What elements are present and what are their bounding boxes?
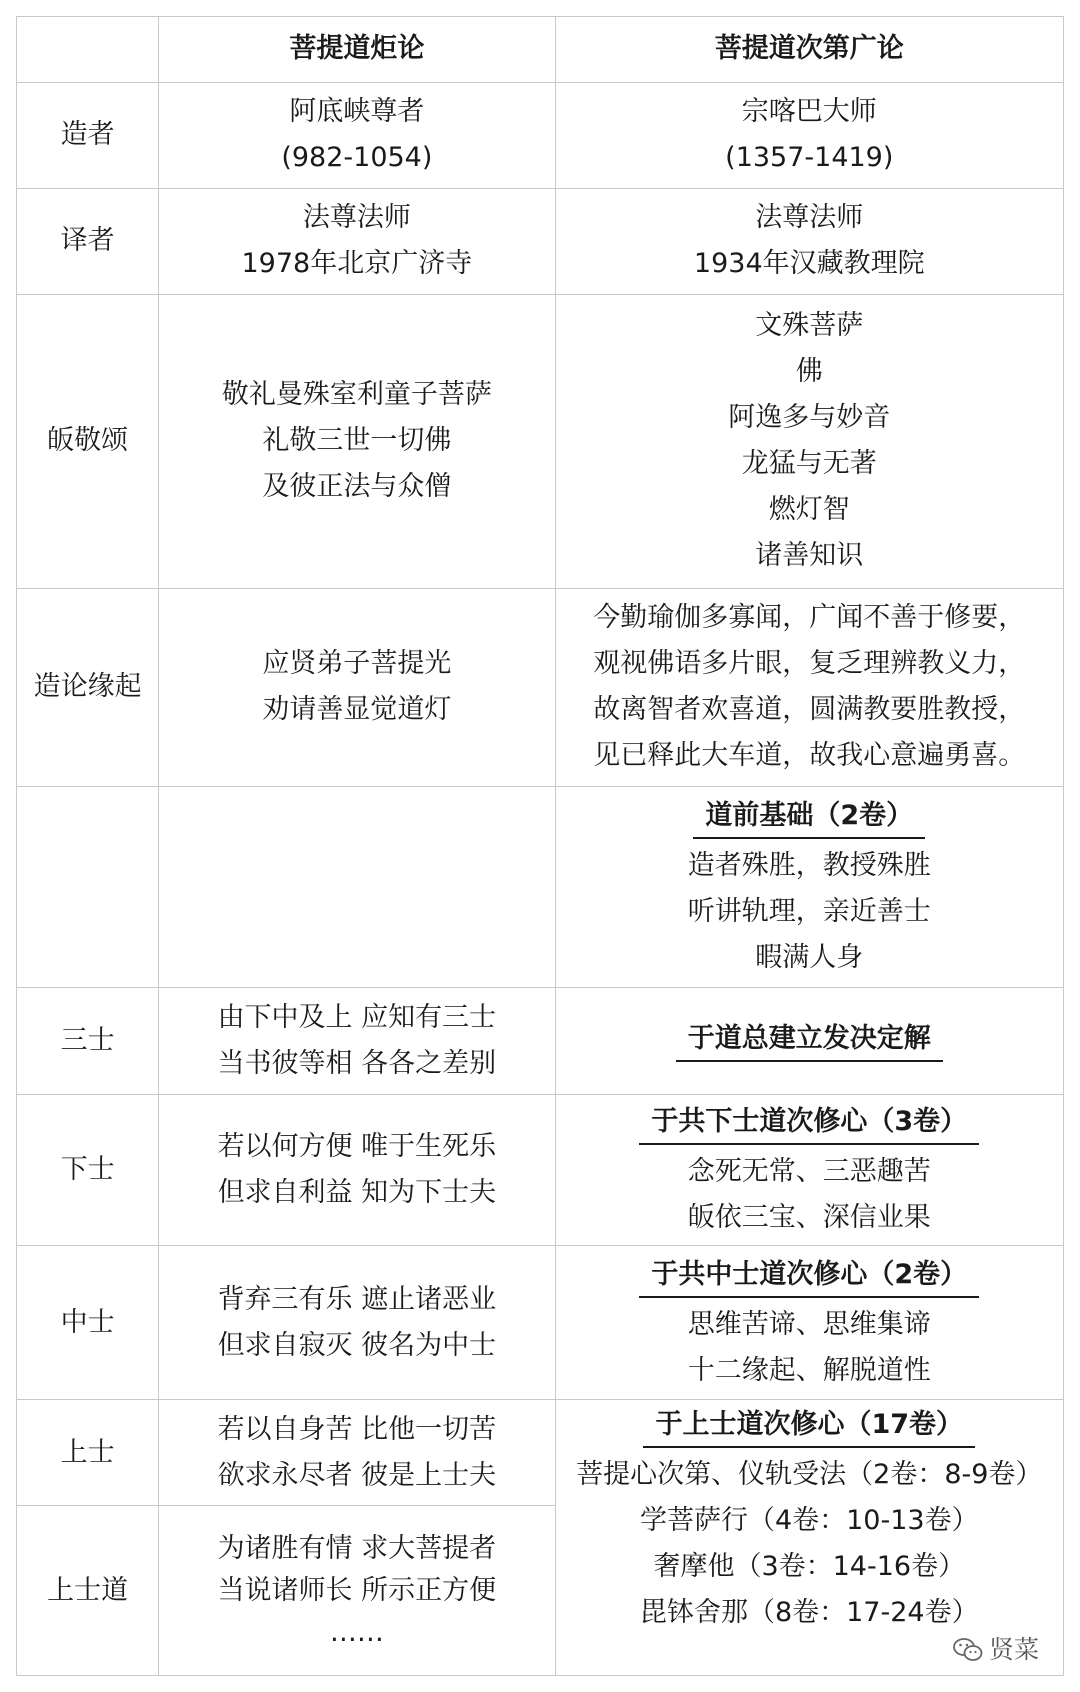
cell-line: 为诸胜有情 求大菩提者 bbox=[217, 1532, 497, 1564]
watermark bbox=[949, 1633, 1043, 1667]
watermark-text: 贤菜 bbox=[988, 1635, 1039, 1664]
torch-cell bbox=[159, 1506, 555, 1676]
cell-line: (1357-1419) bbox=[725, 142, 894, 174]
lamrim-cell bbox=[555, 294, 1063, 588]
lamrim-cell bbox=[555, 1400, 1063, 1676]
row-label: 下士 bbox=[17, 1094, 159, 1246]
cell-line: 故离智者欢喜道，圆满教要胜教授， bbox=[593, 694, 1026, 726]
lamrim-cell bbox=[555, 787, 1063, 987]
row-translator bbox=[17, 188, 1064, 294]
cell-line: 龙猛与无著 bbox=[741, 448, 877, 480]
torch-cell bbox=[159, 188, 555, 294]
wechat-icon bbox=[953, 1637, 983, 1663]
cell-line: 敬礼曼殊室利童子菩萨 bbox=[221, 379, 492, 411]
row-label: 中士 bbox=[17, 1246, 159, 1400]
header-col-lamrim: 菩提道次第广论 bbox=[555, 17, 1063, 83]
cell-line: 听讲轨理，亲近善士 bbox=[687, 895, 931, 927]
cell-line: (982-1054) bbox=[281, 142, 433, 174]
row-label: 造者 bbox=[17, 82, 159, 188]
cell-line: 应贤弟子菩提光 bbox=[262, 648, 452, 680]
row-label: 译者 bbox=[17, 188, 159, 294]
cell-line: 暇满人身 bbox=[755, 941, 864, 973]
torch-cell bbox=[159, 1400, 555, 1506]
cell-line: 皈依三宝、深信业果 bbox=[687, 1201, 931, 1233]
row-author bbox=[17, 82, 1064, 188]
row-label: 造论缘起 bbox=[17, 588, 159, 786]
section-title: 于道总建立发决定解 bbox=[676, 1018, 943, 1062]
lamrim-cell bbox=[555, 1094, 1063, 1246]
cell-line: …… bbox=[329, 1616, 384, 1648]
cell-line: 欲求永尽者 彼是上士夫 bbox=[217, 1459, 497, 1491]
section-title: 于共下士道次修心（3卷） bbox=[639, 1101, 979, 1145]
cell-line: 今勤瑜伽多寡闻，广闻不善于修要， bbox=[593, 602, 1026, 634]
cell-line: 若以何方便 唯于生死乐 bbox=[217, 1130, 497, 1162]
section-title: 于上士道次修心（17卷） bbox=[643, 1404, 975, 1448]
row-lower-person bbox=[17, 1094, 1064, 1246]
cell-line: 学菩萨行（4卷：10-13卷） bbox=[639, 1505, 979, 1537]
lamrim-cell bbox=[555, 588, 1063, 786]
lamrim-cell bbox=[555, 82, 1063, 188]
cell-line: 法尊法师 bbox=[302, 202, 411, 234]
cell-line: 当书彼等相 各各之差别 bbox=[217, 1047, 497, 1079]
torch-cell bbox=[159, 1094, 555, 1246]
row-label bbox=[17, 787, 159, 987]
cell-line: 由下中及上 应知有三士 bbox=[217, 1001, 497, 1033]
header-row bbox=[17, 17, 1064, 83]
header-col-torch: 菩提道炬论 bbox=[159, 17, 555, 83]
torch-cell bbox=[159, 1246, 555, 1400]
comparison-table bbox=[16, 16, 1064, 1676]
torch-cell bbox=[159, 294, 555, 588]
cell-line: 佛 bbox=[795, 356, 823, 388]
cell-line: 1978年北京广济寺 bbox=[241, 248, 473, 280]
row-three-persons bbox=[17, 987, 1064, 1094]
cell-line: 菩提心次第、仪轨受法（2卷：8-9卷） bbox=[576, 1459, 1043, 1491]
torch-cell bbox=[159, 987, 555, 1094]
row-label: 皈敬颂 bbox=[17, 294, 159, 588]
cell-line: 观视佛语多片眼，复乏理辨教义力， bbox=[593, 648, 1026, 680]
cell-line: 法尊法师 bbox=[755, 202, 864, 234]
lamrim-cell bbox=[555, 987, 1063, 1094]
torch-cell bbox=[159, 787, 555, 987]
row-homage bbox=[17, 294, 1064, 588]
row-label: 三士 bbox=[17, 987, 159, 1094]
lamrim-cell bbox=[555, 188, 1063, 294]
torch-cell bbox=[159, 588, 555, 786]
header-empty-cell bbox=[17, 17, 159, 83]
row-label: 上士 bbox=[17, 1400, 159, 1506]
cell-line: 阿底峡尊者 bbox=[289, 96, 425, 128]
cell-line: 十二缘起、解脱道性 bbox=[687, 1354, 931, 1386]
cell-line: 但求自利益 知为下士夫 bbox=[217, 1176, 497, 1208]
section-title: 道前基础（2卷） bbox=[693, 795, 925, 839]
lamrim-cell-lines bbox=[556, 1400, 1063, 1636]
cell-line: 若以自身苦 比他一切苦 bbox=[217, 1413, 497, 1445]
cell-line: 礼敬三世一切佛 bbox=[262, 425, 452, 457]
cell-line: 及彼正法与众僧 bbox=[262, 471, 452, 503]
cell-line: 但求自寂灭 彼名为中士 bbox=[217, 1329, 497, 1361]
cell-line: 1934年汉藏教理院 bbox=[693, 248, 925, 280]
cell-line: 当说诸师长 所示正方便 bbox=[217, 1574, 497, 1606]
torch-cell bbox=[159, 82, 555, 188]
row-label: 上士道 bbox=[17, 1506, 159, 1676]
cell-line: 念死无常、三恶趣苦 bbox=[687, 1155, 931, 1187]
cell-line: 劝请善显觉道灯 bbox=[262, 694, 452, 726]
cell-line: 背弃三有乐 遮止诸恶业 bbox=[217, 1283, 497, 1315]
lamrim-cell bbox=[555, 1246, 1063, 1400]
cell-line: 文殊菩萨 bbox=[755, 310, 864, 342]
cell-line: 诸善知识 bbox=[755, 540, 864, 572]
cell-line: 燃灯智 bbox=[768, 494, 850, 526]
lamrim-cell-content bbox=[556, 1400, 1063, 1675]
row-middle-person bbox=[17, 1246, 1064, 1400]
cell-line: 奢摩他（3卷：14-16卷） bbox=[653, 1551, 966, 1583]
cell-line: 思维苦谛、思维集谛 bbox=[687, 1308, 931, 1340]
section-title: 于共中士道次修心（2卷） bbox=[639, 1254, 979, 1298]
row-preliminary bbox=[17, 787, 1064, 987]
cell-line: 见已释此大车道，故我心意遍勇喜。 bbox=[593, 740, 1026, 772]
row-higher-person bbox=[17, 1400, 1064, 1506]
row-origin bbox=[17, 588, 1064, 786]
cell-line: 毘钵舍那（8卷：17-24卷） bbox=[639, 1597, 979, 1629]
cell-line: 阿逸多与妙音 bbox=[728, 402, 891, 434]
cell-line: 造者殊胜，教授殊胜 bbox=[687, 849, 931, 881]
cell-line: 宗喀巴大师 bbox=[741, 96, 877, 128]
